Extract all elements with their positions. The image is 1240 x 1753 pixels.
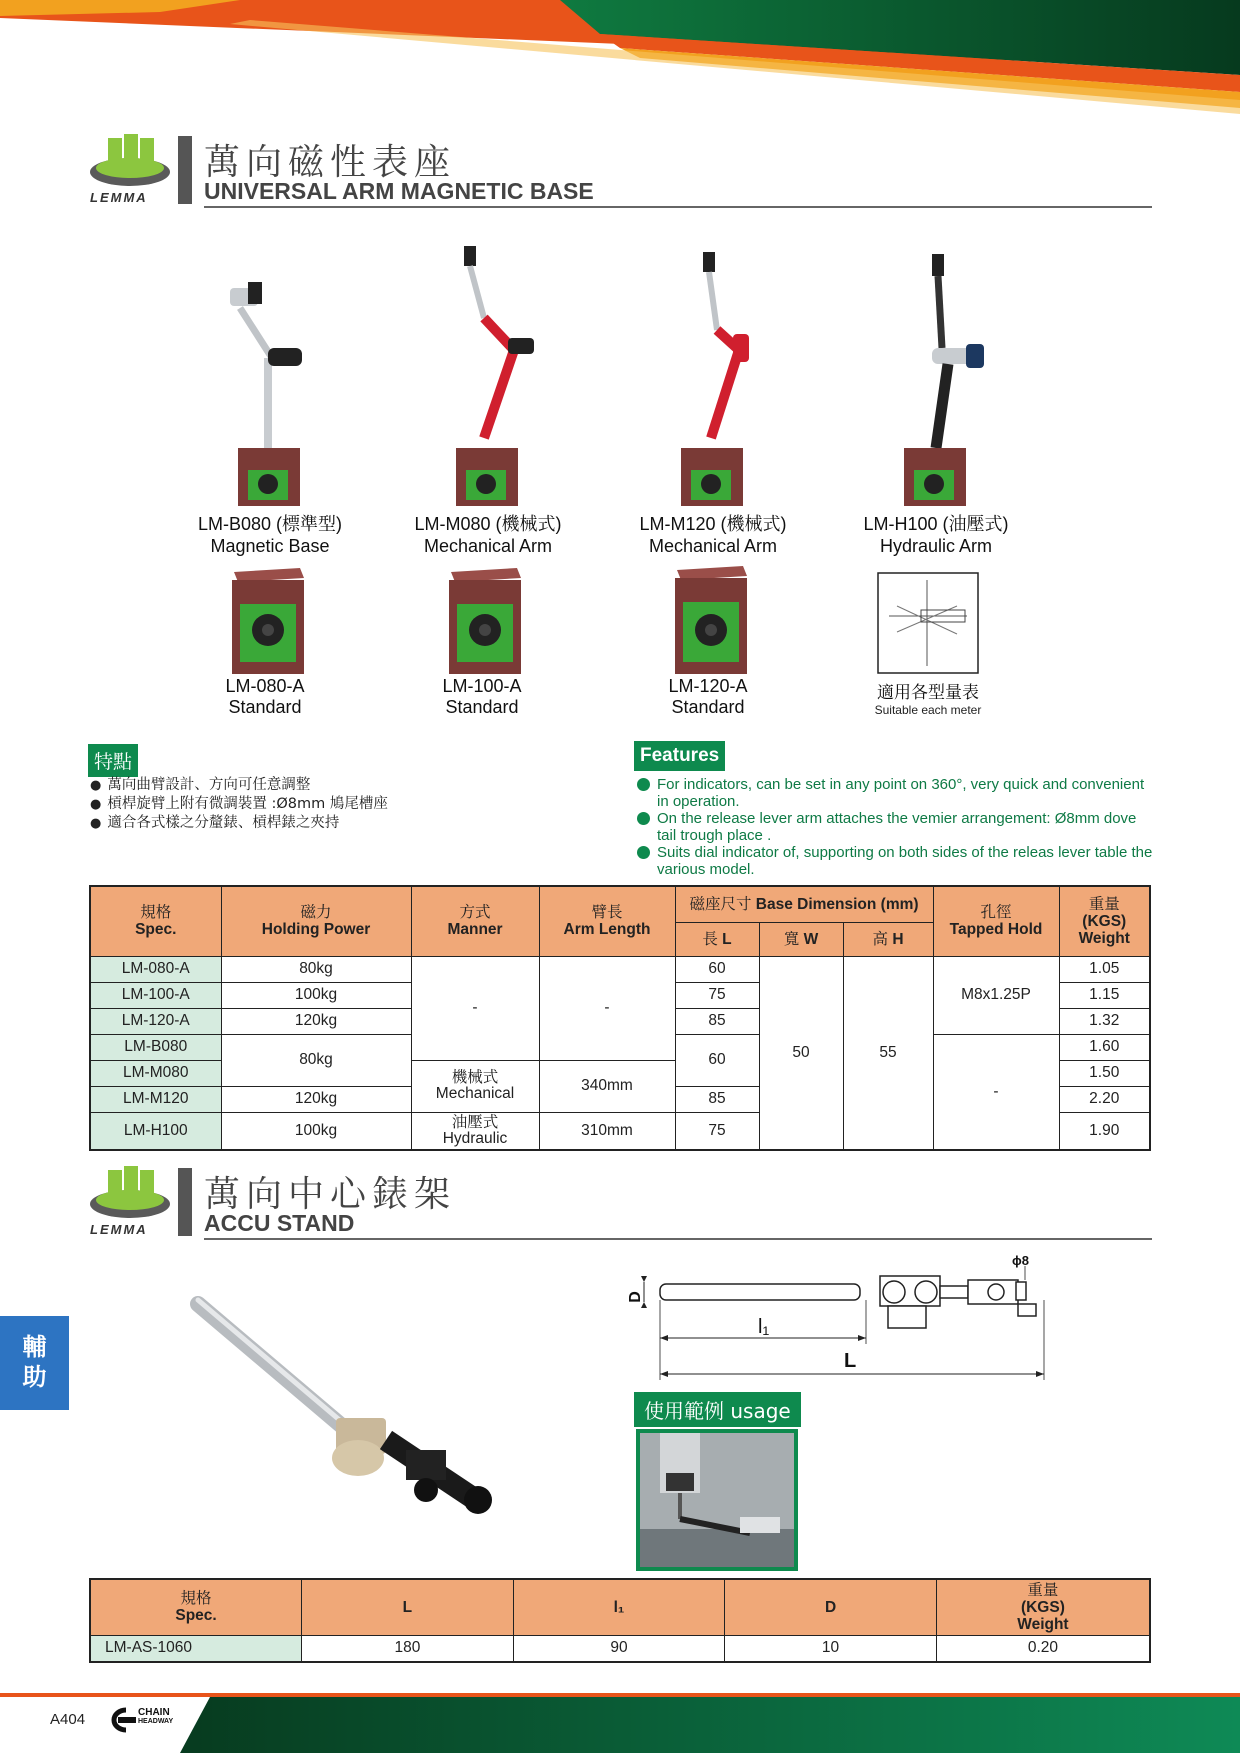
product-desc: Mechanical Arm — [423, 536, 553, 556]
header-l1: l₁ — [513, 1579, 725, 1635]
feature-item-en: On the release lever arm attaches the vemier arrangement: Ø8mm dove tail trough place . — [636, 810, 1156, 844]
table-row: LM-H100 100kg 油壓式 Hydraulic 310mm 75 1.90 — [90, 1112, 1150, 1150]
hydraulic-arm-image — [876, 248, 996, 510]
dim-l1-label: l₁ — [758, 1316, 770, 1338]
header-rule — [204, 206, 1152, 208]
table-row: LM-M120 120kg 85 2.20 — [90, 1086, 1150, 1112]
bottom-banner — [0, 1693, 1240, 1753]
product-lm-b080 — [180, 248, 360, 557]
product-desc: Hydraulic Arm — [879, 536, 993, 556]
header-l: L — [302, 1579, 514, 1635]
product-desc: Mechanical Arm — [648, 536, 778, 556]
product-lm-m120 — [623, 238, 803, 557]
table-row: LM-B080 80kg 60 - 1.60 — [90, 1034, 1150, 1060]
brand-name-top: CHAIN — [138, 1707, 170, 1718]
feature-item-zh: ● 萬向曲臂設計、方向可任意調整 — [90, 776, 388, 795]
product-desc: Magnetic Base — [210, 536, 330, 556]
mechanical-arm-image — [428, 238, 548, 510]
base-lm-080-a — [185, 564, 345, 718]
header-weight: 重量 (KGS) Weight — [936, 1579, 1150, 1635]
product-model: LM-H100 (油壓式) — [863, 514, 1009, 534]
usage-photo-image — [640, 1433, 794, 1567]
header-w: 寬 W — [759, 922, 843, 956]
features-tag-en: Features — [634, 741, 725, 771]
base-model: LM-120-A — [668, 676, 748, 696]
mechanical-arm-image — [653, 238, 773, 510]
brand-name-bottom: HEADWAY — [138, 1718, 174, 1725]
side-tab-char: 助 — [22, 1363, 47, 1391]
feature-item-zh: ● 槓桿旋臂上附有微調裝置 :Ø8mm 鳩尾槽座 — [90, 795, 388, 814]
header-spec: 規格 Spec. — [90, 886, 221, 956]
header-weight: 重量 (KGS) Weight — [1059, 886, 1150, 956]
section-header-magnetic-base — [88, 134, 1152, 212]
header-h: 高 H — [843, 922, 933, 956]
magnet-base-image — [224, 564, 306, 676]
page-number: A404 — [50, 1711, 86, 1728]
header-l: 長 L — [675, 922, 759, 956]
product-model: LM-B080 (標準型) — [197, 514, 343, 534]
product-model: LM-M080 (機械式) — [414, 514, 562, 534]
product-lm-h100 — [846, 248, 1026, 557]
meter-label-en: Suitable each meter — [874, 703, 982, 717]
base-lm-100-a — [402, 564, 562, 718]
header-spec: 規格 Spec. — [90, 1579, 302, 1635]
features-list-en — [636, 776, 1156, 878]
section-title-en: UNIVERSAL ARM MAGNETIC BASE — [204, 178, 594, 204]
magnetic-base-spec-table — [89, 885, 1151, 1151]
dim-phi-label: ϕ8 — [1012, 1253, 1029, 1268]
base-desc: Standard — [445, 697, 519, 717]
usage-example-photo — [636, 1429, 798, 1571]
accu-stand-spec-table — [89, 1578, 1151, 1663]
section-title-zh: 萬向中心錶架 — [204, 1174, 457, 1215]
header-arm-length: 臂長 Arm Length — [539, 886, 675, 956]
meter-label-zh: 適用各型量表 — [877, 683, 979, 702]
features-list-zh — [90, 776, 388, 833]
header-base-dimension: 磁座尺寸 Base Dimension (mm) — [675, 886, 933, 922]
side-tab-char: 輔 — [22, 1333, 47, 1361]
header-tapped-hold: 孔徑 Tapped Hold — [933, 886, 1059, 956]
header-bar — [178, 136, 192, 204]
magnet-base-image — [667, 562, 749, 676]
features-tag-zh: 特點 — [88, 744, 138, 777]
header-manner: 方式 Manner — [411, 886, 539, 956]
magnet-base-image — [441, 564, 523, 676]
feature-item-zh: ● 適合各式樣之分釐錶、槓桿錶之夾持 — [90, 814, 388, 833]
usage-tag: 使用範例 usage — [634, 1392, 801, 1427]
base-desc: Standard — [671, 697, 745, 717]
table-row: LM-080-A 80kg - - 60 50 55 M8x1.25P 1.05 — [90, 956, 1150, 982]
feature-item-en: Suits dial indicator of, supporting on both sides of the releas lever table the various model. — [636, 844, 1156, 878]
section-title-zh: 萬向磁性表座 — [204, 142, 457, 183]
product-model: LM-M120 (機械式) — [639, 514, 787, 534]
base-model: LM-080-A — [225, 676, 305, 696]
header-rule — [204, 1238, 1152, 1240]
lemma-logo-text: LEMMA — [90, 190, 148, 205]
section-title-en: ACCU STAND — [204, 1210, 355, 1236]
dim-l-label: L — [844, 1350, 857, 1372]
base-lm-120-a — [628, 562, 788, 718]
table-row: LM-AS-1060 180 90 10 0.20 — [90, 1635, 1150, 1662]
section-header-accu-stand — [88, 1166, 1152, 1244]
table-row: LM-100-A 100kg 75 1.15 — [90, 982, 1150, 1008]
top-banner — [0, 0, 1240, 120]
header-bar — [178, 1168, 192, 1236]
accu-stand-image — [186, 1290, 526, 1520]
dim-d-label: D — [626, 1291, 644, 1303]
side-tab-auxiliary[interactable] — [0, 1316, 69, 1410]
header-d: D — [725, 1579, 937, 1635]
header-holding-power: 磁力 Holding Power — [221, 886, 411, 956]
magnetic-base-image — [210, 248, 330, 510]
base-model: LM-100-A — [442, 676, 522, 696]
table-row: LM-M080 機械式 Mechanical 340mm 1.50 — [90, 1060, 1150, 1086]
meter-diagram-image — [877, 572, 979, 674]
lemma-logo-text: LEMMA — [90, 1222, 148, 1237]
table-row: LM-120-A 120kg 85 1.32 — [90, 1008, 1150, 1034]
feature-item-en: For indicators, can be set in any point on 360°, very quick and convenient in operation. — [636, 776, 1156, 810]
product-lm-m080 — [398, 238, 578, 557]
meter-diagram — [848, 572, 1008, 717]
base-desc: Standard — [228, 697, 302, 717]
